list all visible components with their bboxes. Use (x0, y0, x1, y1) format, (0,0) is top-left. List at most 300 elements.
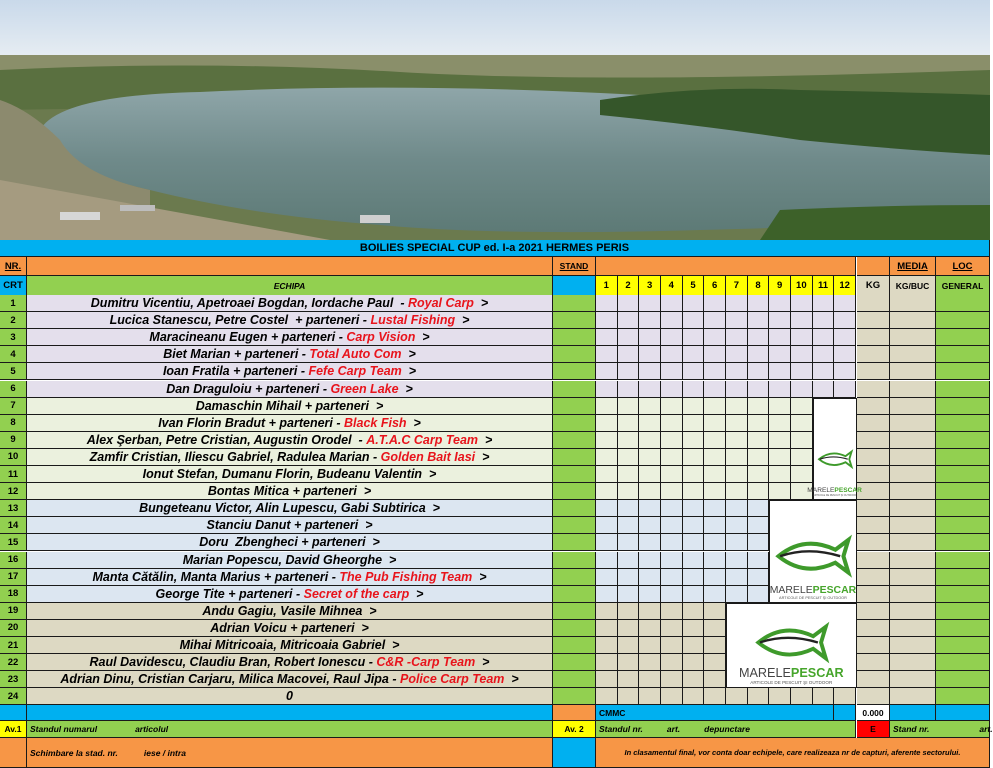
final-note: In clasamentul final, vor conta doar echipele, care realizeaza nr de capturi, aferente sectorului. (596, 738, 990, 768)
team-arrow: > (475, 449, 490, 464)
team-name: Carp Vision (346, 330, 416, 345)
sector-cell (813, 295, 835, 312)
team-members: Ivan Florin Bradut + parteneri - (158, 415, 345, 430)
stand-cell (553, 449, 596, 466)
sector-cell (618, 329, 640, 346)
sector-cell (748, 552, 770, 569)
footer-cmmc: CMMC (596, 705, 834, 721)
team-row (27, 346, 553, 363)
sector-cell (726, 295, 748, 312)
team-name: Golden Bait Iasi (380, 449, 476, 464)
team-row (27, 449, 553, 466)
stand-art-text (890, 721, 993, 738)
team-arrow: > (398, 381, 413, 396)
av2-text (596, 721, 856, 738)
row-nr: 17 (0, 569, 27, 586)
logo-brand (739, 666, 844, 680)
loc-cell (936, 654, 990, 671)
sector-cell (661, 654, 683, 671)
sector-cell (596, 449, 618, 466)
sector-cell (618, 415, 640, 432)
team-row (27, 466, 553, 483)
sector-cell (791, 415, 813, 432)
sector-cell (639, 329, 661, 346)
sector-cell (596, 671, 618, 688)
kg-cell (857, 620, 890, 637)
row-nr: 6 (0, 381, 27, 398)
sector-cell (726, 381, 748, 398)
sector-cell (661, 517, 683, 534)
footer-blank (0, 738, 27, 768)
media-cell (890, 586, 936, 603)
row-nr: 7 (0, 398, 27, 415)
team-name: C&R -Carp Team (376, 655, 476, 670)
sector-cell (661, 329, 683, 346)
sector-cell (639, 346, 661, 363)
team-arrow: > (409, 586, 424, 601)
stand-cell (553, 552, 596, 569)
sector-cell (596, 295, 618, 312)
sector-cell (661, 637, 683, 654)
e-mark: E (857, 721, 890, 738)
team-name: Royal Carp (407, 296, 474, 311)
fish-icon (729, 619, 854, 666)
team-members: Adrian Dinu, Cristian Carjaru, Milica Macovei, Raul Jipa - (60, 672, 400, 687)
sector-cell (661, 688, 683, 705)
fish-icon (772, 528, 853, 584)
stand-cell (553, 517, 596, 534)
sector-cell (618, 637, 640, 654)
kg-cell (857, 432, 890, 449)
sector-cell (834, 363, 856, 380)
sector-cell (618, 603, 640, 620)
kg-cell (857, 569, 890, 586)
sector-cell (661, 603, 683, 620)
team-members: Manta Cătălin, Manta Marius + parteneri - (92, 569, 340, 584)
sector-cell (618, 552, 640, 569)
sector-cell (704, 312, 726, 329)
header-sector-11: 11 (813, 276, 835, 296)
media-cell (890, 671, 936, 688)
sector-cell (618, 500, 640, 517)
sector-cell (683, 295, 705, 312)
av2-text-part: depunctare (704, 724, 750, 735)
stand-cell (553, 329, 596, 346)
loc-cell (936, 517, 990, 534)
kg-cell (857, 312, 890, 329)
row-nr: 15 (0, 534, 27, 551)
stand-cell (553, 295, 596, 312)
sector-cell (748, 295, 770, 312)
stand-art-part: Stand nr. (893, 724, 930, 735)
sector-cell (661, 483, 683, 500)
header-sector-1: 1 (596, 276, 618, 296)
sector-cell (683, 654, 705, 671)
schimbare-text (27, 738, 553, 768)
sector-cell (791, 312, 813, 329)
sector-cell (748, 569, 770, 586)
row-nr: 23 (0, 671, 27, 688)
av1-text-part: articolul (135, 724, 169, 735)
row-nr: 8 (0, 415, 27, 432)
loc-cell (936, 569, 990, 586)
row-nr: 1 (0, 295, 27, 312)
sector-cell (596, 415, 618, 432)
kg-cell (857, 534, 890, 551)
media-cell (890, 517, 936, 534)
sector-cell (704, 329, 726, 346)
team-row (27, 586, 553, 603)
loc-cell (936, 295, 990, 312)
sector-cell (596, 398, 618, 415)
sector-cell (726, 500, 748, 517)
sector-cell (618, 688, 640, 705)
sector-cell (726, 312, 748, 329)
loc-cell (936, 534, 990, 551)
header-sector-4: 4 (661, 276, 683, 296)
sector-cell (661, 312, 683, 329)
sector-cell (683, 569, 705, 586)
team-members: Andu Gagiu, Vasile Mihnea > (202, 603, 377, 618)
team-row (27, 398, 553, 415)
sector-cell (618, 398, 640, 415)
media-cell (890, 637, 936, 654)
sector-cell (726, 466, 748, 483)
stand-cell (553, 466, 596, 483)
media-cell (890, 483, 936, 500)
header-sector-5: 5 (683, 276, 705, 296)
sector-cell (726, 415, 748, 432)
sector-cell (618, 517, 640, 534)
sector-cell (834, 329, 856, 346)
media-cell (890, 312, 936, 329)
team-row (27, 432, 553, 449)
av2-text-part: Standul nr. (599, 724, 643, 735)
sector-cell (618, 295, 640, 312)
sector-cell (639, 363, 661, 380)
team-members: George Tite + parteneri - (155, 586, 304, 601)
logo-brand-a: MARELE (807, 487, 835, 495)
footer-blank (553, 738, 596, 768)
sector-cell (704, 398, 726, 415)
stand-cell (553, 654, 596, 671)
sector-cell (704, 432, 726, 449)
team-row (27, 534, 553, 551)
loc-cell (936, 312, 990, 329)
sector-cell (834, 346, 856, 363)
logo-tagline: ARTICOLE DE PESCUIT ŞI OUTDOOR (750, 680, 833, 686)
team-arrow: > (473, 296, 489, 311)
fish-icon (816, 431, 854, 487)
sector-cell (618, 620, 640, 637)
sector-cell (683, 534, 705, 551)
sector-cell (813, 381, 835, 398)
loc-cell (936, 449, 990, 466)
stand-cell (553, 432, 596, 449)
sector-cell (661, 449, 683, 466)
stand-cell (553, 500, 596, 517)
loc-cell (936, 671, 990, 688)
lake-photo-graphic (0, 0, 990, 240)
sector-cell (748, 586, 770, 603)
sector-cell (661, 620, 683, 637)
sector-cell (813, 363, 835, 380)
team-members: 0 (286, 689, 293, 704)
footer-total-kg: 0.000 (857, 705, 890, 721)
sector-cell (596, 363, 618, 380)
footer-blank (890, 705, 936, 721)
footer-blank (27, 705, 553, 721)
media-cell (890, 466, 936, 483)
sector-cell (639, 654, 661, 671)
loc-cell (936, 603, 990, 620)
team-name: Black Fish (344, 415, 407, 430)
sector-cell (791, 329, 813, 346)
sector-cell (639, 552, 661, 569)
sector-cell (639, 517, 661, 534)
sector-cell (661, 671, 683, 688)
sector-cell (661, 500, 683, 517)
sector-cell (639, 398, 661, 415)
kg-cell (857, 295, 890, 312)
sector-cell (618, 586, 640, 603)
sector-cell (661, 381, 683, 398)
header-sector-2: 2 (618, 276, 640, 296)
stand-cell (553, 381, 596, 398)
sector-cell (791, 346, 813, 363)
marele-pescar-logo (726, 603, 857, 689)
team-name: A.T.A.C Carp Team (366, 432, 479, 447)
sector-cell (618, 466, 640, 483)
loc-cell (936, 500, 990, 517)
sector-cell (791, 398, 813, 415)
sector-cell (704, 620, 726, 637)
team-row (27, 671, 553, 688)
sector-cell (639, 415, 661, 432)
sector-cell (704, 500, 726, 517)
team-members: Stanciu Danut + parteneri > (206, 518, 373, 533)
sector-cell (704, 295, 726, 312)
sector-cell (726, 688, 748, 705)
sector-cell (639, 569, 661, 586)
team-row (27, 483, 553, 500)
header-sector-8: 8 (748, 276, 770, 296)
sector-cell (704, 603, 726, 620)
media-cell (890, 620, 936, 637)
logo-brand-a: MARELE (769, 584, 813, 596)
media-cell (890, 346, 936, 363)
sector-cell (726, 363, 748, 380)
sector-cell (748, 483, 770, 500)
marele-pescar-logo (807, 398, 862, 501)
team-arrow: > (472, 569, 487, 584)
sector-cell (596, 552, 618, 569)
team-name: Total Auto Com (309, 347, 402, 362)
stand-cell (553, 483, 596, 500)
row-nr: 4 (0, 346, 27, 363)
loc-cell (936, 552, 990, 569)
sector-cell (683, 415, 705, 432)
sector-cell (769, 415, 791, 432)
sector-cell (748, 466, 770, 483)
team-row (27, 517, 553, 534)
sector-cell (704, 381, 726, 398)
sheet-title: BOILIES SPECIAL CUP ed. I-a 2021 HERMES PERIS (0, 240, 990, 257)
footer-stand-blank (553, 705, 596, 721)
sector-cell (683, 517, 705, 534)
media-cell (890, 363, 936, 380)
sector-cell (769, 312, 791, 329)
sector-cell (661, 398, 683, 415)
row-nr: 14 (0, 517, 27, 534)
sector-cell (683, 449, 705, 466)
team-members: Ioan Fratila + parteneri - (162, 364, 309, 379)
team-arrow: > (475, 655, 490, 670)
sector-cell (639, 671, 661, 688)
kg-cell (857, 688, 890, 705)
av2-text-part: art. (666, 724, 681, 735)
media-cell (890, 603, 936, 620)
team-arrow: > (478, 432, 493, 447)
row-nr: 2 (0, 312, 27, 329)
sector-cell (748, 688, 770, 705)
sector-cell (618, 534, 640, 551)
loc-cell (936, 466, 990, 483)
sector-cell (748, 346, 770, 363)
sector-cell (748, 329, 770, 346)
team-members: Dumitru Vicentiu, Apetroaei Bogdan, Iordache Paul - (90, 296, 408, 311)
sector-cell (791, 432, 813, 449)
sector-cell (704, 552, 726, 569)
row-nr: 5 (0, 363, 27, 380)
logo-brand-b: PESCAR (812, 584, 857, 596)
sector-cell (769, 688, 791, 705)
media-cell (890, 688, 936, 705)
loc-cell (936, 432, 990, 449)
team-row (27, 637, 553, 654)
sector-cell (769, 398, 791, 415)
sector-cell (596, 483, 618, 500)
sector-cell (683, 586, 705, 603)
sector-cell (661, 346, 683, 363)
team-row (27, 363, 553, 380)
stand-cell (553, 637, 596, 654)
media-cell (890, 329, 936, 346)
team-arrow: > (504, 672, 519, 687)
kg-cell (857, 329, 890, 346)
sector-cell (683, 552, 705, 569)
sector-cell (596, 637, 618, 654)
row-nr: 18 (0, 586, 27, 603)
header-loc: LOC (936, 257, 990, 276)
media-cell (890, 381, 936, 398)
sector-cell (813, 329, 835, 346)
sector-cell (661, 569, 683, 586)
sector-cell (704, 483, 726, 500)
sector-cell (683, 500, 705, 517)
team-name: Green Lake (330, 381, 399, 396)
media-cell (890, 449, 936, 466)
kg-cell (857, 398, 890, 415)
marele-pescar-logo (769, 500, 856, 603)
sector-cell (596, 466, 618, 483)
row-nr: 16 (0, 552, 27, 569)
sector-cell (683, 637, 705, 654)
sector-cell (791, 688, 813, 705)
team-arrow: > (401, 347, 416, 362)
team-row (27, 620, 553, 637)
header-sector-6: 6 (704, 276, 726, 296)
team-members: Dan Draguloiu + parteneri - (166, 381, 331, 396)
loc-cell (936, 363, 990, 380)
sector-cell (748, 415, 770, 432)
schimbare-part: Schimbare la stad. nr. (30, 747, 118, 758)
loc-cell (936, 688, 990, 705)
loc-cell (936, 381, 990, 398)
sector-cell (769, 483, 791, 500)
row-nr: 22 (0, 654, 27, 671)
team-members: Zamfir Cristian, Iliescu Gabriel, Radulea Marian - (89, 449, 381, 464)
stand-cell (553, 534, 596, 551)
av2-label: Av. 2 (553, 721, 596, 738)
sector-cell (748, 363, 770, 380)
sector-cell (769, 381, 791, 398)
media-cell (890, 432, 936, 449)
sector-cell (726, 517, 748, 534)
sector-cell (618, 671, 640, 688)
sector-cell (704, 654, 726, 671)
sector-cell (661, 552, 683, 569)
sector-cell (726, 552, 748, 569)
row-nr: 20 (0, 620, 27, 637)
sector-cell (791, 449, 813, 466)
sector-cell (769, 329, 791, 346)
media-cell (890, 295, 936, 312)
media-cell (890, 398, 936, 415)
sector-cell (704, 449, 726, 466)
sector-cell (683, 603, 705, 620)
stand-cell (553, 688, 596, 705)
lake-aerial-photo (0, 0, 990, 240)
sector-cell (769, 363, 791, 380)
sector-cell (618, 654, 640, 671)
sector-cell (813, 346, 835, 363)
sector-cell (704, 466, 726, 483)
sector-cell (704, 363, 726, 380)
logo-tagline: ARTICOLE DE PESCUIT ŞI OUTDOOR (813, 494, 856, 498)
sector-cell (661, 586, 683, 603)
footer-blank (0, 705, 27, 721)
sector-cell (618, 483, 640, 500)
team-row (27, 500, 553, 517)
sector-cell (661, 363, 683, 380)
team-row (27, 654, 553, 671)
kg-cell (857, 517, 890, 534)
row-nr: 10 (0, 449, 27, 466)
sector-cell (769, 466, 791, 483)
loc-cell (936, 329, 990, 346)
sector-cell (726, 569, 748, 586)
loc-cell (936, 483, 990, 500)
logo-brand (807, 487, 862, 494)
row-nr: 13 (0, 500, 27, 517)
sector-cell (596, 603, 618, 620)
sector-cell (791, 381, 813, 398)
kg-cell (857, 415, 890, 432)
stand-art-part: art. (979, 724, 993, 735)
header-sector-9: 9 (769, 276, 791, 296)
row-nr: 11 (0, 466, 27, 483)
